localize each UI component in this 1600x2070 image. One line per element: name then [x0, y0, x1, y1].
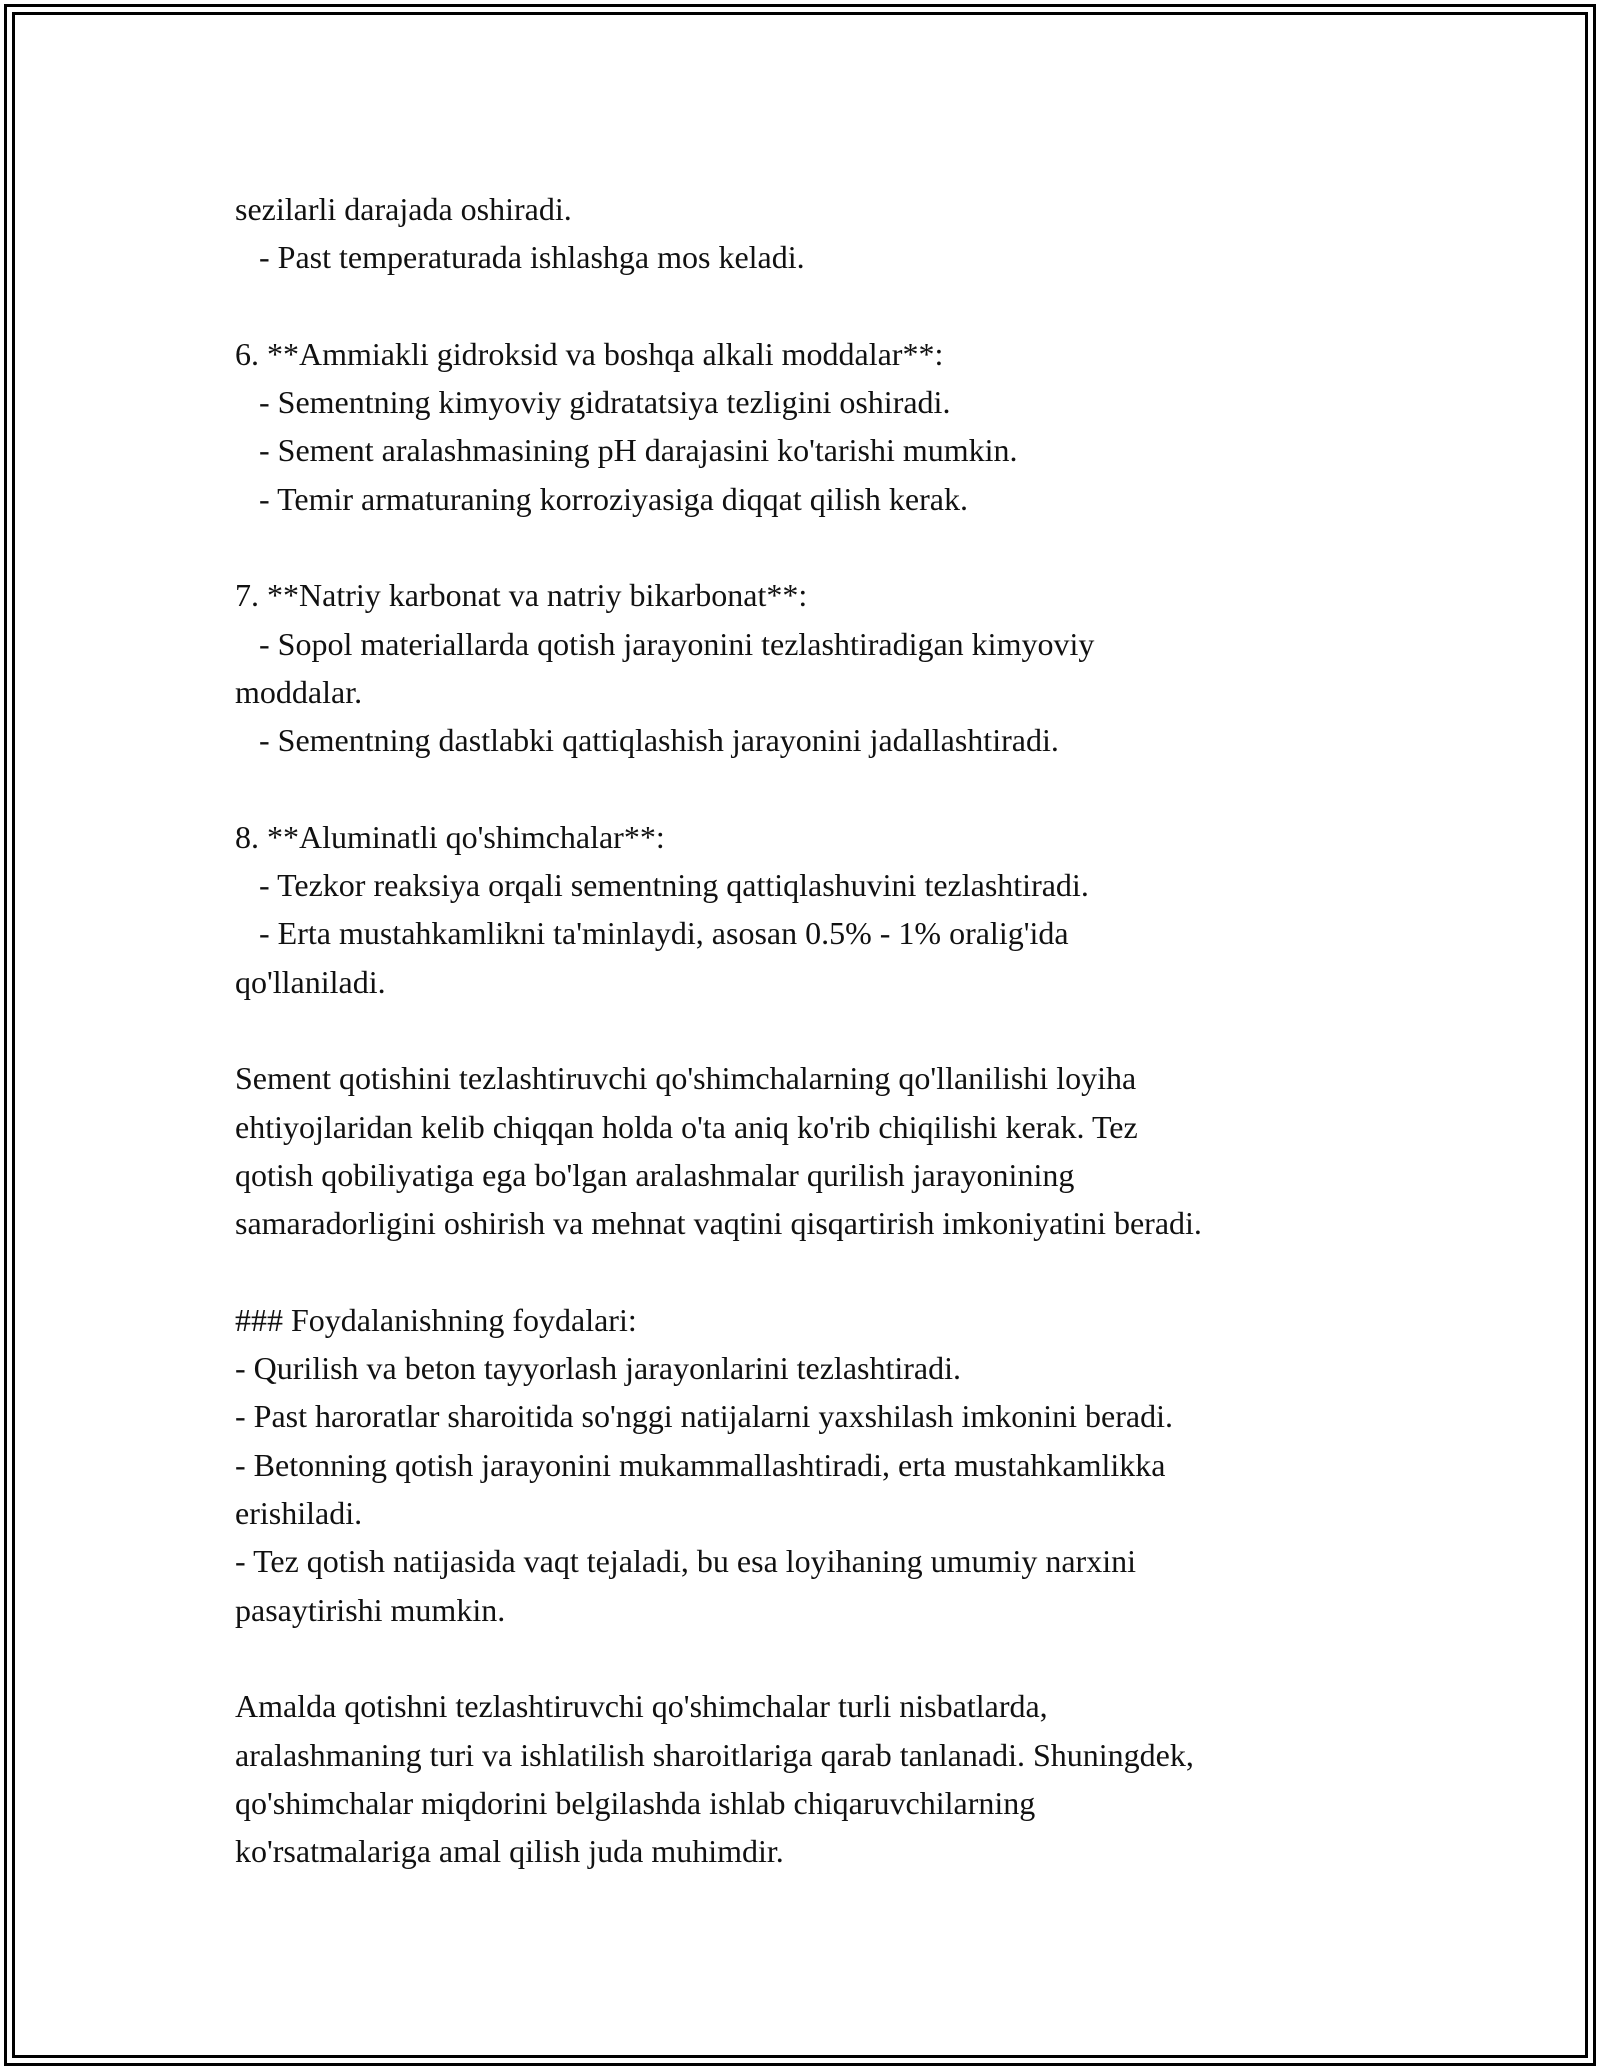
text-line: moddalar. [235, 673, 363, 710]
benefits-section [235, 1296, 1385, 1634]
text-line: - Qurilish va beton tayyorlash jarayonlarini tezlashtiradi. [235, 1350, 961, 1387]
text-line: - Past temperaturada ishlashga mos keladi. [235, 239, 805, 276]
text-line: sezilarli darajada oshiradi. [235, 191, 572, 227]
closing-paragraph [235, 1682, 1385, 1875]
paragraph-gap [235, 1248, 1385, 1296]
text-line: - Erta mustahkamlikni ta'minlaydi, asosan 0.5% - 1% oralig'ida [235, 915, 1069, 952]
text-line: - Sementning dastlabki qattiqlashish jarayonini jadallashtiradi. [235, 722, 1059, 759]
list-heading: 8. **Aluminatli qo'shimchalar**: [235, 818, 665, 855]
text-line: - Sementning kimyoviy gidratatsiya tezligini oshiradi. [235, 384, 951, 421]
summary-paragraph [235, 1054, 1385, 1247]
text-line: qo'shimchalar miqdorini belgilashda ishlab chiqaruvchilarning [235, 1784, 1036, 1821]
text-line: samaradorligini oshirish va mehnat vaqtini qisqartirish imkoniyatini beradi. [235, 1205, 1202, 1242]
text-line: pasaytirishi mumkin. [235, 1591, 506, 1628]
text-line: ehtiyojlaridan kelib chiqqan holda o'ta aniq ko'rib chiqilishi kerak. Tez [235, 1108, 1138, 1145]
paragraph-gap [235, 765, 1385, 813]
paragraph-gap [235, 1006, 1385, 1054]
text-line: Sement qotishini tezlashtiruvchi qo'shimchalarning qo'llanilishi loyiha [235, 1060, 1137, 1097]
text-line: aralashmaning turi va ishlatilish sharoitlariga qarab tanlanadi. Shuningdek, [235, 1736, 1194, 1773]
section-heading: ### Foydalanishning foydalari: [235, 1301, 637, 1338]
text-line: erishiladi. [235, 1495, 363, 1532]
paragraph-gap [235, 523, 1385, 571]
paragraph-gap [235, 1634, 1385, 1682]
text-line: ko'rsatmalariga amal qilish juda muhimdir. [235, 1833, 784, 1870]
document-body [235, 185, 1385, 1875]
text-line: - Tez qotish natijasida vaqt tejaladi, bu esa loyihaning umumiy narxini [235, 1543, 1136, 1580]
list-item-6 [235, 330, 1385, 523]
paragraph-gap [235, 282, 1385, 330]
text-line: qotish qobiliyatiga ega bo'lgan aralashmalar qurilish jarayonining [235, 1156, 1075, 1193]
text-line: qo'llaniladi. [235, 963, 386, 1000]
list-item-8 [235, 813, 1385, 1006]
text-line: - Temir armaturaning korroziyasiga diqqat qilish kerak. [235, 480, 968, 517]
text-line: Amalda qotishni tezlashtiruvchi qo'shimchalar turli nisbatlarda, [235, 1688, 1048, 1725]
text-line: - Past haroratlar sharoitida so'nggi natijalarni yaxshilash imkonini beradi. [235, 1398, 1173, 1435]
text-line: - Betonning qotish jarayonini mukammallashtiradi, erta mustahkamlikka [235, 1446, 1166, 1483]
text-line: - Tezkor reaksiya orqali sementning qattiqlashuvini tezlashtiradi. [235, 867, 1089, 904]
paragraph-continuation [235, 185, 1385, 282]
text-line: - Sopol materiallarda qotish jarayonini tezlashtiradigan kimyoviy [235, 625, 1095, 662]
text-line: - Sement aralashmasining pH darajasini ko'tarishi mumkin. [235, 432, 1018, 469]
list-item-7 [235, 571, 1385, 764]
list-heading: 7. **Natriy karbonat va natriy bikarbonat**: [235, 577, 808, 614]
list-heading: 6. **Ammiakli gidroksid va boshqa alkali moddalar**: [235, 335, 944, 372]
